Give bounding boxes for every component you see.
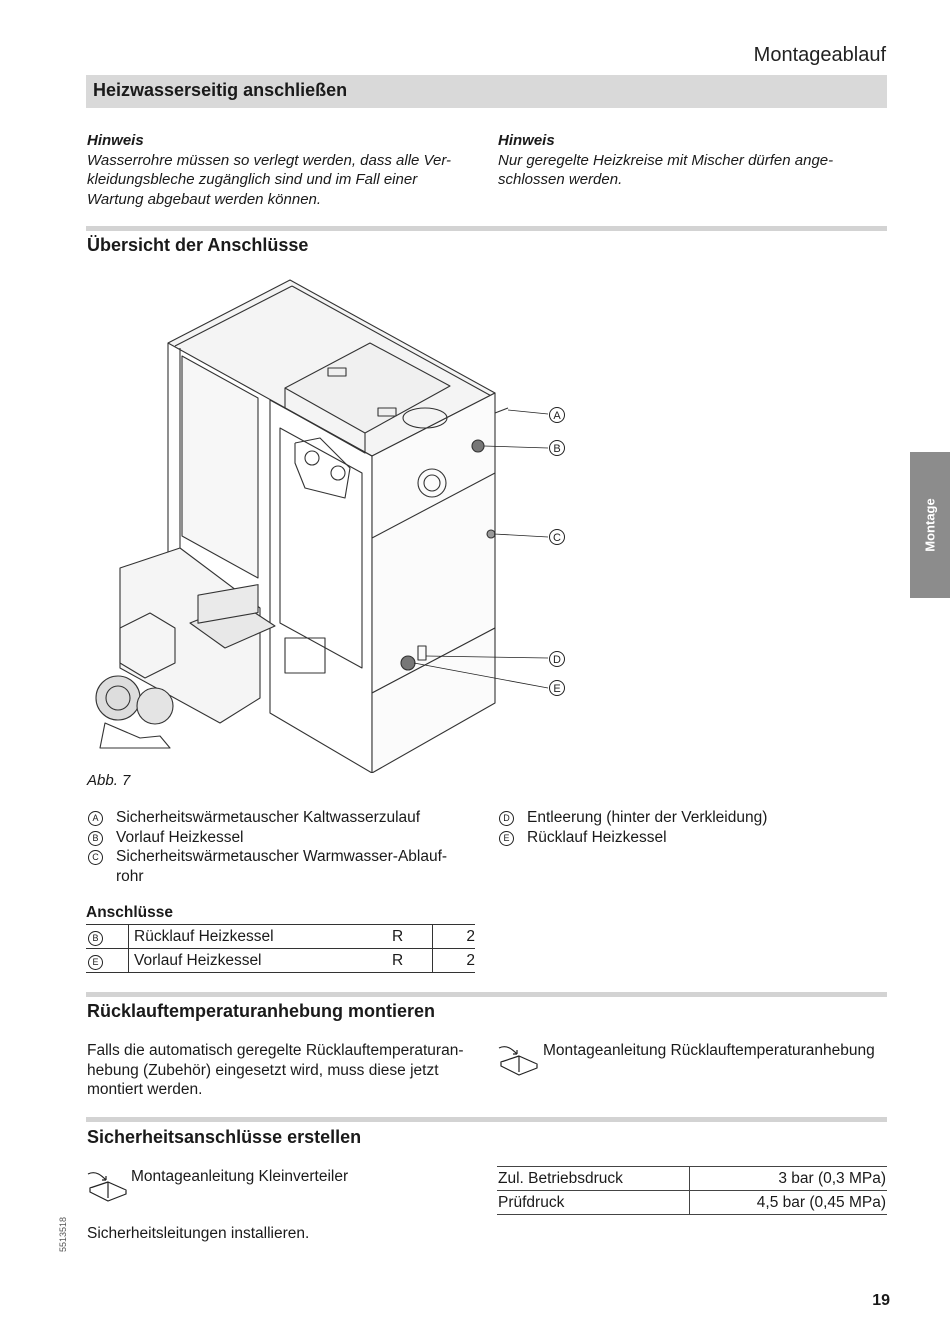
connection-size: 2 [433, 925, 476, 949]
callout-d-label: D [553, 654, 561, 666]
connection-type: R [392, 925, 433, 949]
side-tab-montage[interactable] [910, 452, 950, 598]
note-left-line: kleidungsbleche zugänglich sind und im Fall einer [87, 171, 418, 188]
boiler-illustration [80, 268, 600, 773]
return-temp-paragraph [87, 1041, 487, 1100]
note-left-line: Wartung abgebaut werden können. [87, 190, 322, 208]
page-header-title: Montageablauf [753, 44, 886, 66]
legend-text: rohr [116, 867, 144, 885]
note-left-line: Wasserrohre müssen so verlegt werden, dass alle Ver- [87, 151, 452, 169]
section-heading: Heizwasserseitig anschließen [93, 80, 348, 100]
legend-item [87, 828, 477, 848]
legend-key: C [88, 850, 103, 865]
note-left-label: Hinweis [87, 132, 144, 149]
book-reference-icon [497, 1042, 543, 1076]
table-row [86, 949, 475, 973]
legend-item [87, 847, 477, 886]
safety-instruction: Sicherheitsleitungen installieren. [87, 1225, 310, 1242]
legend-key: A [88, 811, 103, 826]
paragraph-line: hebung (Zubehör) eingesetzt wird, muss diese jetzt [87, 1061, 439, 1079]
connection-type: R [392, 949, 433, 973]
legend-item [498, 828, 888, 848]
connection-key: B [88, 931, 103, 946]
note-right-label: Hinweis [498, 132, 555, 149]
callout-e-label: E [553, 683, 561, 695]
book-reference-icon [86, 1168, 132, 1202]
pressure-label: Prüfdruck [497, 1191, 690, 1215]
page-number: 19 [872, 1292, 890, 1309]
connection-key: E [88, 955, 103, 970]
legend-text: Sicherheitswärmetauscher Kaltwasserzulauf [116, 809, 421, 826]
note-right-line: schlossen werden. [498, 171, 623, 188]
table-row [497, 1167, 887, 1191]
legend-text: Sicherheitswärmetauscher Warmwasser-Ablauf- [116, 848, 448, 865]
legend-key: E [499, 831, 514, 846]
connections-table [86, 924, 475, 973]
legend-item [498, 808, 888, 828]
table-row [497, 1191, 887, 1215]
section-rule [86, 992, 887, 997]
return-temp-heading: Rücklauftemperaturanhebung montieren [87, 1001, 436, 1021]
callout-a-label: A [553, 410, 561, 422]
connections-title: Anschlüsse [86, 904, 174, 921]
side-tab-label: Montage [922, 498, 938, 552]
pressure-table [497, 1166, 887, 1215]
paragraph-line: Falls die automatisch geregelte Rücklauftemperaturan- [87, 1042, 464, 1059]
legend-key: D [499, 811, 514, 826]
table-row [86, 925, 475, 949]
overview-heading: Übersicht der Anschlüsse [87, 235, 309, 255]
connection-size: 2 [433, 949, 476, 973]
document-code: 5513518 [58, 1216, 68, 1252]
note-right-line: Nur geregelte Heizkreise mit Mischer dürfen ange- [498, 151, 834, 169]
return-temp-reference: Montageanleitung Rücklauftemperaturanhebung [543, 1042, 875, 1059]
safety-reference: Montageanleitung Kleinverteiler [131, 1168, 349, 1185]
paragraph-line: montiert werden. [87, 1081, 203, 1098]
legend-text: Vorlauf Heizkessel [116, 828, 244, 846]
section-heading-bar [86, 75, 887, 108]
pressure-label: Zul. Betriebsdruck [497, 1167, 690, 1191]
safety-heading: Sicherheitsanschlüsse erstellen [87, 1127, 362, 1147]
legend-key: B [88, 831, 103, 846]
legend-item [87, 808, 477, 828]
figure-legend-left [87, 808, 477, 886]
connection-name: Vorlauf Heizkessel [129, 949, 393, 973]
figure-caption: Abb. 7 [87, 772, 131, 789]
legend-text: Rücklauf Heizkessel [527, 828, 667, 846]
legend-text: Entleerung (hinter der Verkleidung) [527, 809, 768, 826]
section-rule [86, 1117, 887, 1122]
pressure-value: 4,5 bar (0,45 MPa) [690, 1191, 888, 1215]
callout-c-label: C [553, 532, 561, 544]
section-rule [86, 226, 887, 231]
pressure-value: 3 bar (0,3 MPa) [690, 1167, 888, 1191]
note-right [498, 131, 883, 190]
note-left [87, 131, 472, 209]
connection-name: Rücklauf Heizkessel [129, 925, 393, 949]
callout-b-label: B [553, 443, 561, 455]
figure-legend-right [498, 808, 888, 847]
